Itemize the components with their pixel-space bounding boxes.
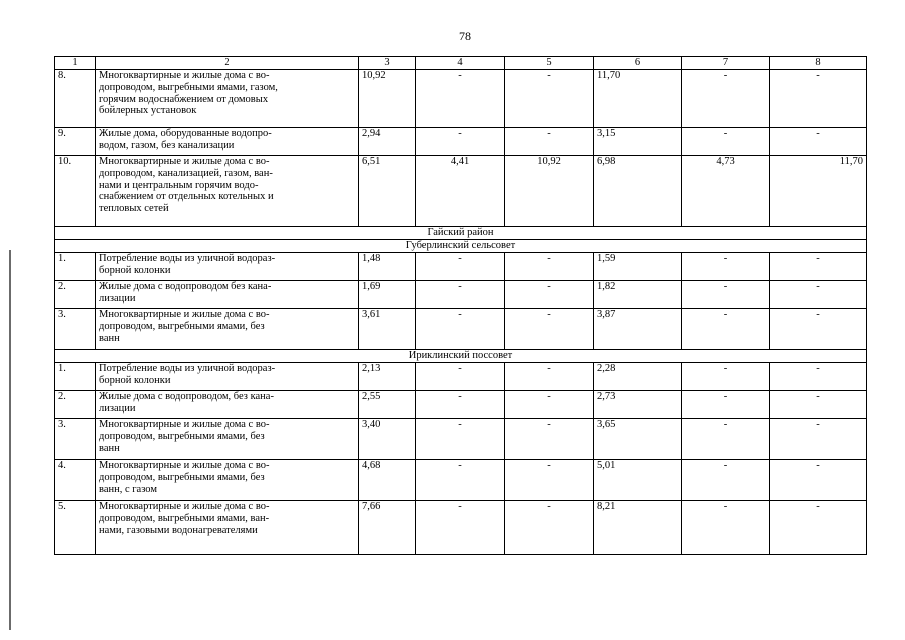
row-number: 3. xyxy=(55,309,96,350)
value-col8: - xyxy=(770,460,867,501)
value-col8: 11,70 xyxy=(770,156,867,227)
value-col4: - xyxy=(416,253,505,281)
table-row xyxy=(55,309,867,350)
value-col8: - xyxy=(770,253,867,281)
row-description: Многоквартирные и жилые дома с во- допроводом, выгребными ямами, без ванн xyxy=(96,309,359,350)
council-heading-row xyxy=(55,350,867,363)
value-col6: 6,98 xyxy=(594,156,682,227)
value-col3: 2,55 xyxy=(359,391,416,419)
value-col3: 7,66 xyxy=(359,501,416,555)
value-col3: 3,40 xyxy=(359,419,416,460)
value-col6: 2,73 xyxy=(594,391,682,419)
value-col6: 3,87 xyxy=(594,309,682,350)
row-number: 2. xyxy=(55,391,96,419)
row-number: 4. xyxy=(55,460,96,501)
value-col8: - xyxy=(770,419,867,460)
value-col4: - xyxy=(416,309,505,350)
value-col5: - xyxy=(505,253,594,281)
value-col7: - xyxy=(682,70,770,128)
value-col4: - xyxy=(416,501,505,555)
value-col7: - xyxy=(682,460,770,501)
row-number: 8. xyxy=(55,70,96,128)
value-col7: 4,73 xyxy=(682,156,770,227)
district-heading-row xyxy=(55,227,867,240)
column-header: 1 xyxy=(55,57,96,70)
row-number: 10. xyxy=(55,156,96,227)
row-description: Жилые дома, оборудованные водопро- водом, газом, без канализации xyxy=(96,128,359,156)
row-number: 1. xyxy=(55,363,96,391)
row-description: Многоквартирные и жилые дома с во- допроводом, канализацией, газом, ван- нами и центральным горячим водо- снабжением от отдельных котельных и тепловых сетей xyxy=(96,156,359,227)
row-description: Многоквартирные и жилые дома с во- допроводом, выгребными ямами, без ванн xyxy=(96,419,359,460)
value-col7: - xyxy=(682,501,770,555)
table-row xyxy=(55,70,867,128)
table-row xyxy=(55,460,867,501)
table-row xyxy=(55,281,867,309)
column-header: 8 xyxy=(770,57,867,70)
value-col3: 1,48 xyxy=(359,253,416,281)
row-description: Жилые дома с водопроводом, без кана- лизации xyxy=(96,391,359,419)
table-row xyxy=(55,501,867,555)
value-col8: - xyxy=(770,363,867,391)
column-header: 6 xyxy=(594,57,682,70)
value-col7: - xyxy=(682,391,770,419)
table-row xyxy=(55,391,867,419)
row-number: 9. xyxy=(55,128,96,156)
value-col4: 4,41 xyxy=(416,156,505,227)
row-number: 3. xyxy=(55,419,96,460)
value-col5: - xyxy=(505,363,594,391)
value-col5: - xyxy=(505,419,594,460)
row-description: Многоквартирные и жилые дома с во- допроводом, выгребными ямами, без ванн, с газом xyxy=(96,460,359,501)
value-col3: 3,61 xyxy=(359,309,416,350)
value-col4: - xyxy=(416,128,505,156)
value-col4: - xyxy=(416,419,505,460)
value-col5: - xyxy=(505,70,594,128)
value-col5: - xyxy=(505,501,594,555)
column-header: 3 xyxy=(359,57,416,70)
row-description: Многоквартирные и жилые дома с во- допроводом, выгребными ямами, газом, горячим водоснабжением от домовых бойлерных установок xyxy=(96,70,359,128)
value-col5: - xyxy=(505,460,594,501)
value-col4: - xyxy=(416,281,505,309)
value-col7: - xyxy=(682,253,770,281)
value-col3: 4,68 xyxy=(359,460,416,501)
row-description: Потребление воды из уличной водораз- борной колонки xyxy=(96,253,359,281)
column-header: 4 xyxy=(416,57,505,70)
value-col6: 1,59 xyxy=(594,253,682,281)
value-col5: - xyxy=(505,309,594,350)
value-col7: - xyxy=(682,309,770,350)
value-col3: 10,92 xyxy=(359,70,416,128)
value-col5: - xyxy=(505,128,594,156)
value-col7: - xyxy=(682,419,770,460)
scan-edge-line xyxy=(9,250,11,630)
column-number-row xyxy=(55,57,867,70)
row-description: Потребление воды из уличной водораз- борной колонки xyxy=(96,363,359,391)
value-col4: - xyxy=(416,391,505,419)
value-col5: 10,92 xyxy=(505,156,594,227)
value-col8: - xyxy=(770,309,867,350)
value-col8: - xyxy=(770,70,867,128)
row-number: 2. xyxy=(55,281,96,309)
table-row xyxy=(55,156,867,227)
table-row xyxy=(55,363,867,391)
table-row xyxy=(55,128,867,156)
row-description: Жилые дома с водопроводом без кана- лизации xyxy=(96,281,359,309)
value-col6: 2,28 xyxy=(594,363,682,391)
row-number: 1. xyxy=(55,253,96,281)
value-col7: - xyxy=(682,363,770,391)
value-col8: - xyxy=(770,501,867,555)
value-col6: 3,65 xyxy=(594,419,682,460)
table-row xyxy=(55,419,867,460)
district-heading: Гайский район xyxy=(55,227,867,240)
council-heading: Ириклинский поссовет xyxy=(55,350,867,363)
council-heading: Губерлинский сельсовет xyxy=(55,240,867,253)
column-header: 5 xyxy=(505,57,594,70)
council-heading-row xyxy=(55,240,867,253)
value-col8: - xyxy=(770,281,867,309)
value-col6: 8,21 xyxy=(594,501,682,555)
column-header: 2 xyxy=(96,57,359,70)
value-col3: 2,94 xyxy=(359,128,416,156)
value-col7: - xyxy=(682,281,770,309)
value-col5: - xyxy=(505,281,594,309)
value-col3: 2,13 xyxy=(359,363,416,391)
column-header: 7 xyxy=(682,57,770,70)
value-col7: - xyxy=(682,128,770,156)
value-col4: - xyxy=(416,460,505,501)
table-row xyxy=(55,253,867,281)
page-number: 78 xyxy=(459,29,471,43)
value-col4: - xyxy=(416,363,505,391)
value-col6: 1,82 xyxy=(594,281,682,309)
value-col8: - xyxy=(770,128,867,156)
value-col3: 1,69 xyxy=(359,281,416,309)
value-col5: - xyxy=(505,391,594,419)
value-col3: 6,51 xyxy=(359,156,416,227)
row-number: 5. xyxy=(55,501,96,555)
value-col6: 5,01 xyxy=(594,460,682,501)
value-col6: 3,15 xyxy=(594,128,682,156)
value-col8: - xyxy=(770,391,867,419)
value-col4: - xyxy=(416,70,505,128)
tariff-table xyxy=(54,56,867,555)
value-col6: 11,70 xyxy=(594,70,682,128)
row-description: Многоквартирные и жилые дома с во- допроводом, выгребными ямами, ван- нами, газовыми водонагревателями xyxy=(96,501,359,555)
